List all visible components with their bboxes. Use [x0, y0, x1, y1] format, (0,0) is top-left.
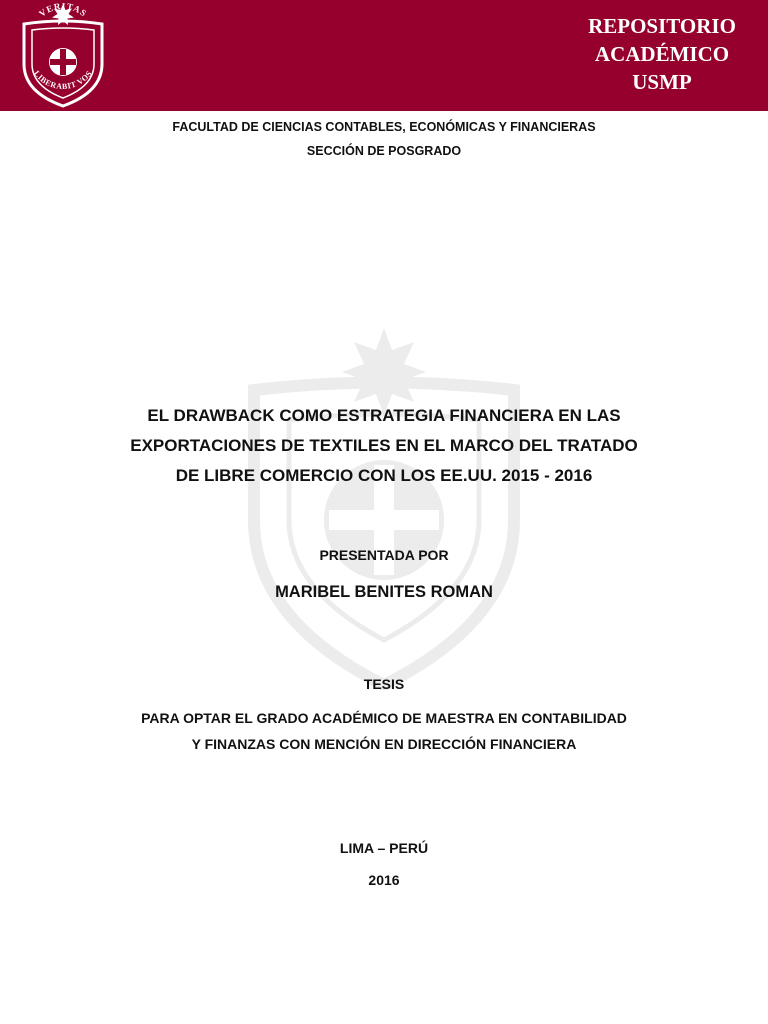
thesis-title-line-3: DE LIBRE COMERCIO CON LOS EE.UU. 2015 - 2016 [175, 466, 593, 485]
degree-line-1: PARA OPTAR EL GRADO ACADÉMICO DE MAESTRA EN CONTABILIDAD [141, 710, 627, 726]
repository-title [572, 12, 752, 96]
svg-text:LIBERABIT VOS: LIBERABIT VOS [32, 69, 94, 92]
faculty-name: FACULTAD DE CIENCIAS CONTABLES, ECONÓMICAS Y FINANCIERAS [172, 120, 596, 134]
svg-text:VERITAS: VERITAS [37, 2, 90, 19]
thesis-title-line-1: EL DRAWBACK COMO ESTRATEGIA FINANCIERA EN LAS [147, 406, 621, 425]
header-banner [0, 0, 768, 111]
place: LIMA – PERÚ [339, 840, 429, 856]
document-type: TESIS [363, 676, 405, 692]
repo-line: ACADÉMICO [594, 42, 730, 66]
repo-line: REPOSITORIO [588, 14, 736, 38]
presented-by-label: PRESENTADA POR [319, 547, 449, 563]
repo-line: USMP [632, 70, 692, 94]
crest-watermark [244, 320, 524, 690]
author-name: MARIBEL BENITES ROMAN [275, 583, 493, 601]
university-crest-logo [18, 2, 108, 108]
thesis-title-line-2: EXPORTACIONES DE TEXTILES EN EL MARCO DEL TRATADO [130, 436, 638, 455]
degree-line-2: Y FINANZAS CON MENCIÓN EN DIRECCIÓN FINANCIERA [191, 736, 577, 752]
section-name: SECCIÓN DE POSGRADO [306, 144, 462, 158]
year: 2016 [368, 872, 400, 888]
